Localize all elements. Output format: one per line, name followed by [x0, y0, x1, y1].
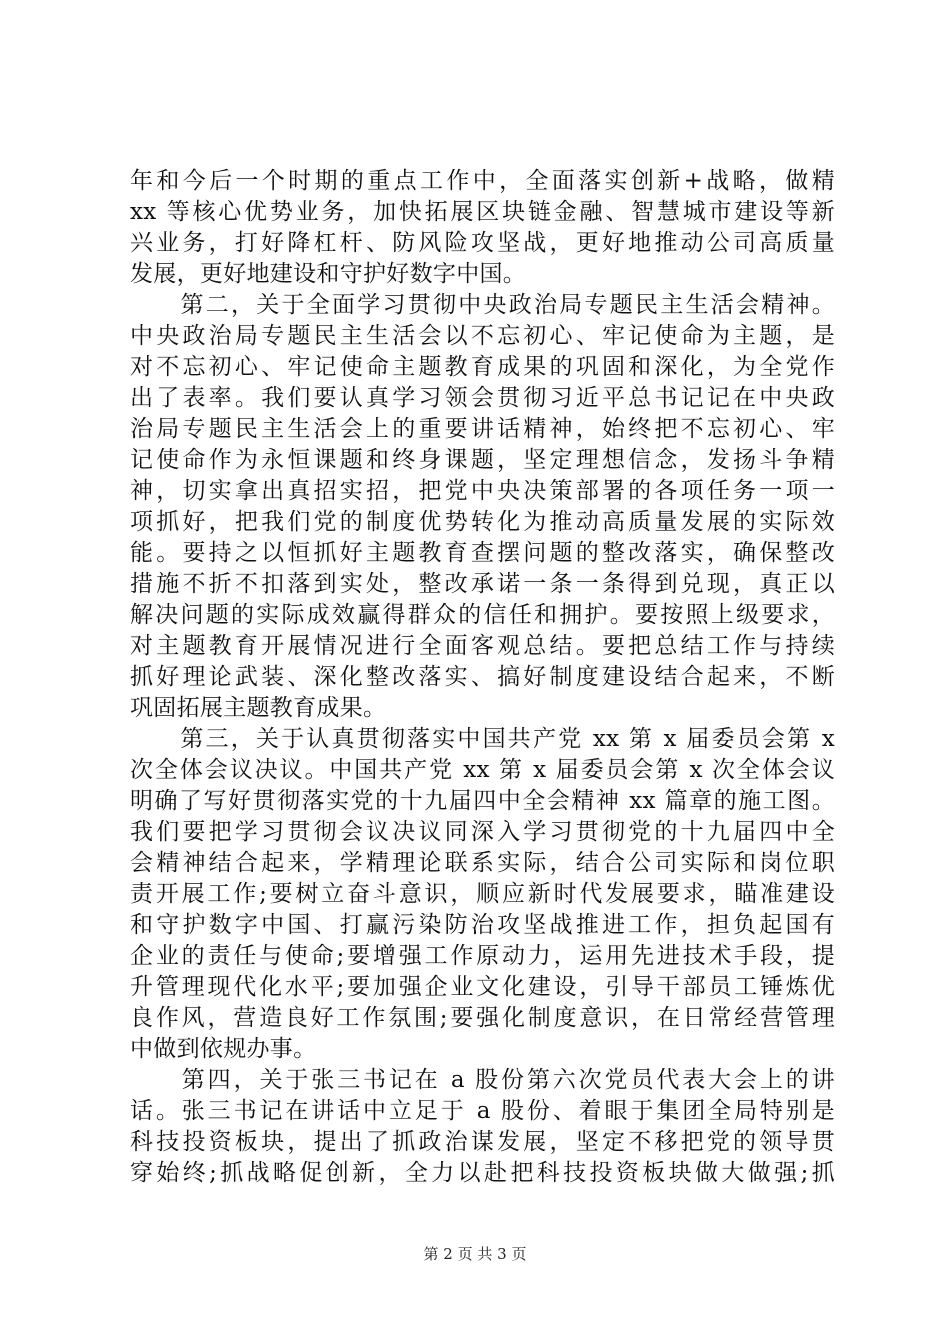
- text-line: 责开展工作;要树立奋斗意识，顺应新时代发展要求，瞄准建设: [130, 881, 835, 907]
- text-line: 升管理现代化水平;要加强企业文化建设，引导干部员工锤炼优: [130, 974, 835, 1000]
- text-line: 出了表率。我们要认真学习领会贯彻习近平总书记记在中央政: [130, 385, 835, 411]
- text-line: 话。张三书记在讲话中立足于 a 股份、着眼于集团全局特别是: [130, 1098, 835, 1124]
- text-line: 第四，关于张三书记在 a 股份第六次党员代表大会上的讲: [130, 1067, 835, 1093]
- text-line: 措施不折不扣落到实处，整改承诺一条一条得到兑现，真正以: [130, 571, 835, 597]
- text-line: 明确了写好贯彻落实党的十九届四中全会精神 xx 篇章的施工图。: [130, 788, 835, 814]
- text-line: 治局专题民主生活会上的重要讲话精神，始终把不忘初心、牢: [130, 416, 835, 442]
- text-line: 良作风，营造良好工作氛围;要强化制度意识，在日常经营管理: [130, 1005, 835, 1031]
- text-line: 第三，关于认真贯彻落实中国共产党 xx 第 x 届委员会第 x: [130, 726, 835, 752]
- body-text: [130, 166, 835, 1189]
- text-line: 中做到依规办事。: [130, 1036, 317, 1062]
- text-line: 和守护数字中国、打赢污染防治攻坚战推进工作，担负起国有: [130, 912, 835, 938]
- text-line: 年和今后一个时期的重点工作中，全面落实创新+战略，做精: [130, 168, 835, 194]
- text-line: 发展，更好地建设和守护好数字中国。: [130, 261, 527, 287]
- text-line: 抓好理论武装、深化整改落实、搞好制度建设结合起来，不断: [130, 664, 835, 690]
- text-line: 神，切实拿出真招实招，把党中央决策部署的各项任务一项一: [130, 478, 835, 504]
- text-line: 对主题教育开展情况进行全面客观总结。要把总结工作与持续: [130, 633, 835, 659]
- page-footer: 第 2 页 共 3 页: [423, 1245, 527, 1263]
- text-line: 第二，关于全面学习贯彻中央政治局专题民主生活会精神。: [130, 292, 835, 318]
- text-line: 科技投资板块，提出了抓政治谋发展，坚定不移把党的领导贯: [130, 1129, 835, 1155]
- text-line: 中央政治局专题民主生活会以不忘初心、牢记使命为主题，是: [130, 323, 835, 349]
- text-line: xx 等核心优势业务，加快拓展区块链金融、智慧城市建设等新: [130, 199, 835, 225]
- text-line: 对不忘初心、牢记使命主题教育成果的巩固和深化，为全党作: [130, 354, 835, 380]
- text-line: 兴业务，打好降杠杆、防风险攻坚战，更好地推动公司高质量: [130, 230, 835, 256]
- text-line: 巩固拓展主题教育成果。: [130, 695, 387, 721]
- text-line: 解决问题的实际成效赢得群众的信任和拥护。要按照上级要求，: [130, 602, 835, 628]
- text-line: 穿始终;抓战略促创新，全力以赴把科技投资板块做大做强;抓: [130, 1160, 835, 1186]
- text-line: 会精神结合起来，学精理论联系实际，结合公司实际和岗位职: [130, 850, 835, 876]
- text-line: 能。要持之以恒抓好主题教育查摆问题的整改落实，确保整改: [130, 540, 835, 566]
- text-line: 记使命作为永恒课题和终身课题，坚定理想信念，发扬斗争精: [130, 447, 835, 473]
- text-line: 项抓好，把我们党的制度优势转化为推动高质量发展的实际效: [130, 509, 835, 535]
- text-line: 企业的责任与使命;要增强工作原动力，运用先进技术手段，提: [130, 943, 835, 969]
- text-line: 次全体会议决议。中国共产党 xx 第 x 届委员会第 x 次全体会议: [130, 757, 835, 783]
- text-line: 我们要把学习贯彻会议决议同深入学习贯彻党的十九届四中全: [130, 819, 835, 845]
